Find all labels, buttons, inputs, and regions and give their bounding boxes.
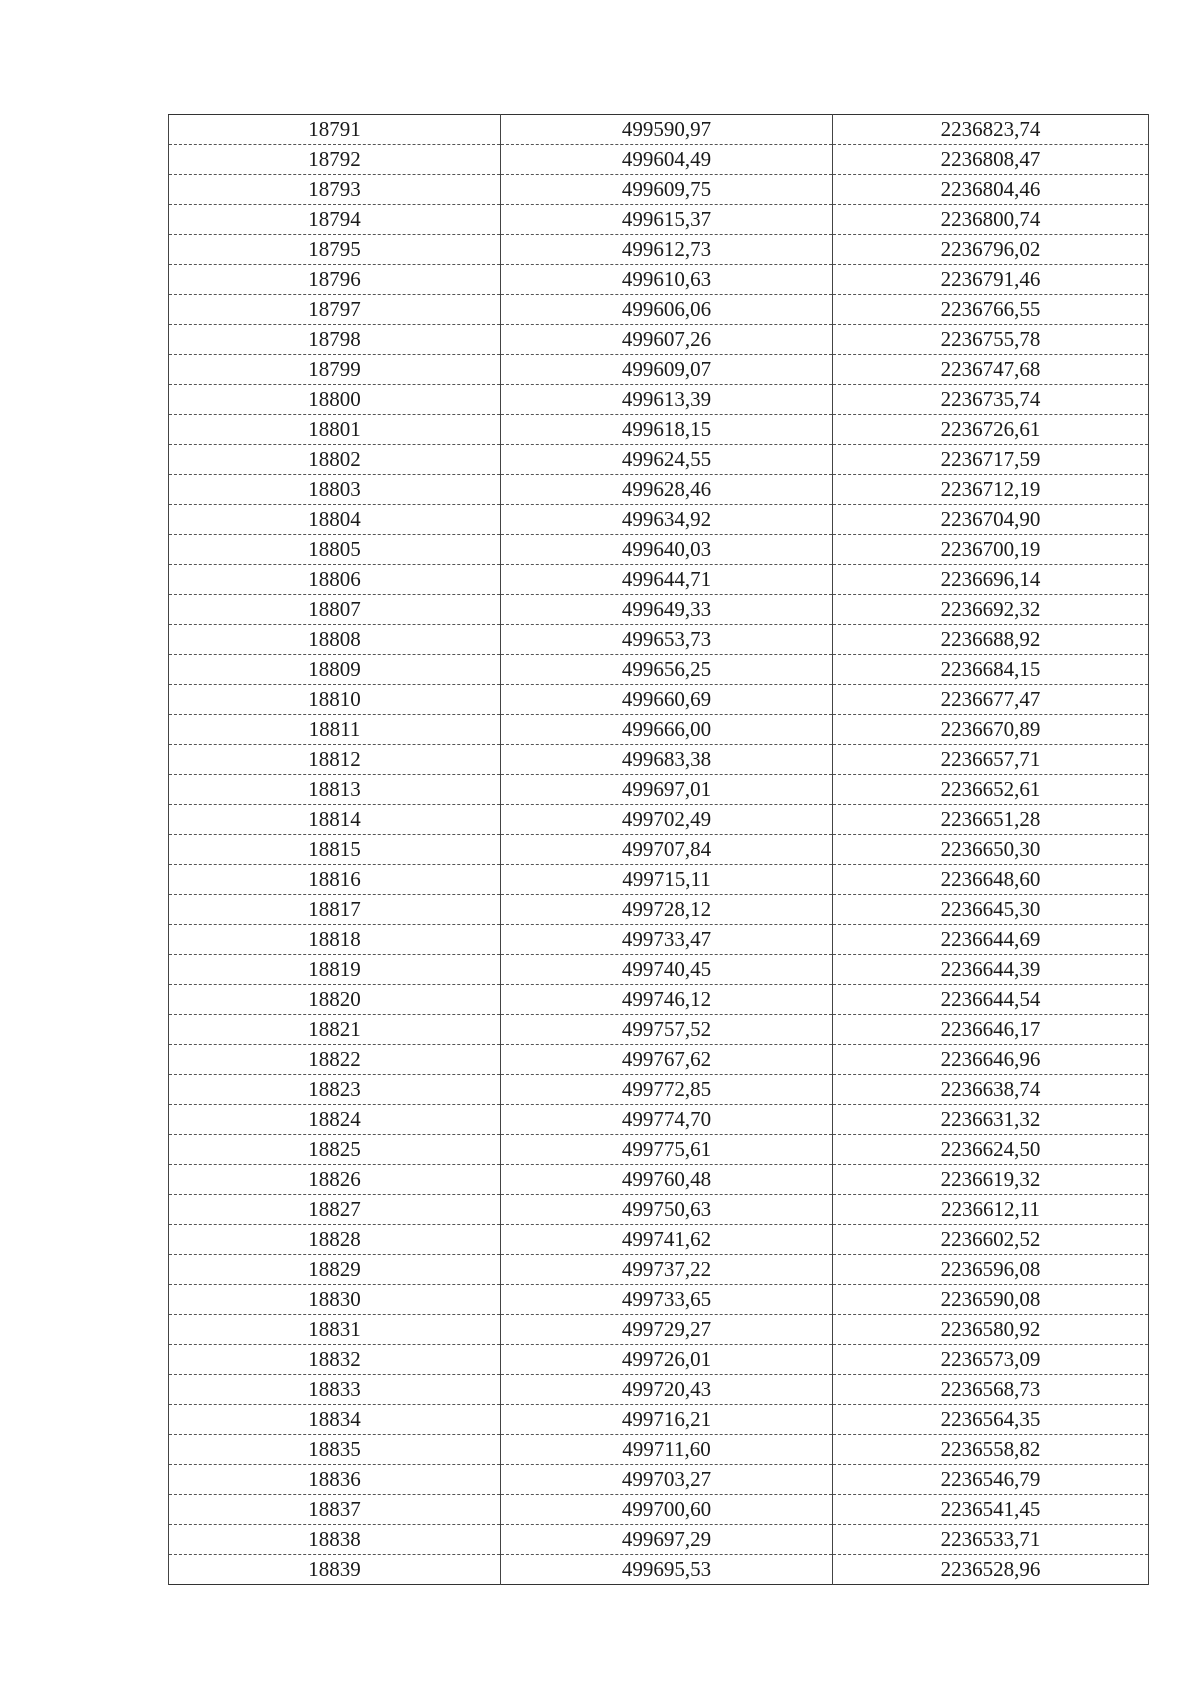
x-coordinate-cell: 499604,49 — [501, 145, 833, 175]
x-coordinate-cell: 499757,52 — [501, 1015, 833, 1045]
x-coordinate-cell: 499649,33 — [501, 595, 833, 625]
table-row — [169, 925, 1149, 955]
x-coordinate-cell: 499609,75 — [501, 175, 833, 205]
point-number-cell: 18791 — [169, 115, 501, 145]
table-row — [169, 745, 1149, 775]
point-number-cell: 18802 — [169, 445, 501, 475]
y-coordinate-cell: 2236652,61 — [833, 775, 1149, 805]
x-coordinate-cell: 499700,60 — [501, 1495, 833, 1525]
y-coordinate-cell: 2236700,19 — [833, 535, 1149, 565]
table-row — [169, 655, 1149, 685]
x-coordinate-cell: 499772,85 — [501, 1075, 833, 1105]
x-coordinate-cell: 499660,69 — [501, 685, 833, 715]
point-number-cell: 18814 — [169, 805, 501, 835]
y-coordinate-cell: 2236644,54 — [833, 985, 1149, 1015]
point-number-cell: 18822 — [169, 1045, 501, 1075]
y-coordinate-cell: 2236704,90 — [833, 505, 1149, 535]
table-row — [169, 955, 1149, 985]
table-row — [169, 1075, 1149, 1105]
x-coordinate-cell: 499760,48 — [501, 1165, 833, 1195]
y-coordinate-cell: 2236644,69 — [833, 925, 1149, 955]
y-coordinate-cell: 2236602,52 — [833, 1225, 1149, 1255]
table-row — [169, 385, 1149, 415]
y-coordinate-cell: 2236670,89 — [833, 715, 1149, 745]
y-coordinate-cell: 2236580,92 — [833, 1315, 1149, 1345]
y-coordinate-cell: 2236651,28 — [833, 805, 1149, 835]
point-number-cell: 18811 — [169, 715, 501, 745]
table-row — [169, 1465, 1149, 1495]
y-coordinate-cell: 2236648,60 — [833, 865, 1149, 895]
point-number-cell: 18810 — [169, 685, 501, 715]
y-coordinate-cell: 2236688,92 — [833, 625, 1149, 655]
point-number-cell: 18806 — [169, 565, 501, 595]
y-coordinate-cell: 2236650,30 — [833, 835, 1149, 865]
table-row — [169, 535, 1149, 565]
table-row — [169, 715, 1149, 745]
x-coordinate-cell: 499726,01 — [501, 1345, 833, 1375]
table-row — [169, 1195, 1149, 1225]
x-coordinate-cell: 499640,03 — [501, 535, 833, 565]
y-coordinate-cell: 2236638,74 — [833, 1075, 1149, 1105]
x-coordinate-cell: 499613,39 — [501, 385, 833, 415]
x-coordinate-cell: 499697,29 — [501, 1525, 833, 1555]
y-coordinate-cell: 2236631,32 — [833, 1105, 1149, 1135]
point-number-cell: 18817 — [169, 895, 501, 925]
table-row — [169, 115, 1149, 145]
x-coordinate-cell: 499618,15 — [501, 415, 833, 445]
y-coordinate-cell: 2236755,78 — [833, 325, 1149, 355]
point-number-cell: 18804 — [169, 505, 501, 535]
table-row — [169, 1105, 1149, 1135]
x-coordinate-cell: 499666,00 — [501, 715, 833, 745]
point-number-cell: 18824 — [169, 1105, 501, 1135]
x-coordinate-cell: 499728,12 — [501, 895, 833, 925]
x-coordinate-cell: 499634,92 — [501, 505, 833, 535]
x-coordinate-cell: 499644,71 — [501, 565, 833, 595]
point-number-cell: 18809 — [169, 655, 501, 685]
table-row — [169, 475, 1149, 505]
point-number-cell: 18792 — [169, 145, 501, 175]
y-coordinate-cell: 2236747,68 — [833, 355, 1149, 385]
point-number-cell: 18834 — [169, 1405, 501, 1435]
point-number-cell: 18795 — [169, 235, 501, 265]
point-number-cell: 18799 — [169, 355, 501, 385]
table-row — [169, 985, 1149, 1015]
x-coordinate-cell: 499740,45 — [501, 955, 833, 985]
point-number-cell: 18796 — [169, 265, 501, 295]
x-coordinate-cell: 499697,01 — [501, 775, 833, 805]
y-coordinate-cell: 2236533,71 — [833, 1525, 1149, 1555]
table-row — [169, 625, 1149, 655]
point-number-cell: 18829 — [169, 1255, 501, 1285]
table-row — [169, 1525, 1149, 1555]
y-coordinate-cell: 2236796,02 — [833, 235, 1149, 265]
point-number-cell: 18815 — [169, 835, 501, 865]
x-coordinate-cell: 499746,12 — [501, 985, 833, 1015]
y-coordinate-cell: 2236573,09 — [833, 1345, 1149, 1375]
table-row — [169, 1555, 1149, 1585]
y-coordinate-cell: 2236823,74 — [833, 115, 1149, 145]
table-row — [169, 1375, 1149, 1405]
y-coordinate-cell: 2236804,46 — [833, 175, 1149, 205]
table-row — [169, 265, 1149, 295]
point-number-cell: 18831 — [169, 1315, 501, 1345]
y-coordinate-cell: 2236696,14 — [833, 565, 1149, 595]
x-coordinate-cell: 499624,55 — [501, 445, 833, 475]
point-number-cell: 18826 — [169, 1165, 501, 1195]
x-coordinate-cell: 499703,27 — [501, 1465, 833, 1495]
point-number-cell: 18830 — [169, 1285, 501, 1315]
table-row — [169, 295, 1149, 325]
x-coordinate-cell: 499741,62 — [501, 1225, 833, 1255]
point-number-cell: 18798 — [169, 325, 501, 355]
table-row — [169, 1345, 1149, 1375]
point-number-cell: 18839 — [169, 1555, 501, 1585]
point-number-cell: 18823 — [169, 1075, 501, 1105]
table-row — [169, 835, 1149, 865]
x-coordinate-cell: 499702,49 — [501, 805, 833, 835]
point-number-cell: 18835 — [169, 1435, 501, 1465]
x-coordinate-cell: 499615,37 — [501, 205, 833, 235]
point-number-cell: 18821 — [169, 1015, 501, 1045]
x-coordinate-cell: 499715,11 — [501, 865, 833, 895]
point-number-cell: 18836 — [169, 1465, 501, 1495]
x-coordinate-cell: 499590,97 — [501, 115, 833, 145]
y-coordinate-cell: 2236657,71 — [833, 745, 1149, 775]
table-row — [169, 235, 1149, 265]
point-number-cell: 18816 — [169, 865, 501, 895]
x-coordinate-cell: 499695,53 — [501, 1555, 833, 1585]
y-coordinate-cell: 2236717,59 — [833, 445, 1149, 475]
point-number-cell: 18820 — [169, 985, 501, 1015]
y-coordinate-cell: 2236808,47 — [833, 145, 1149, 175]
point-number-cell: 18807 — [169, 595, 501, 625]
x-coordinate-cell: 499729,27 — [501, 1315, 833, 1345]
x-coordinate-cell: 499733,65 — [501, 1285, 833, 1315]
y-coordinate-cell: 2236619,32 — [833, 1165, 1149, 1195]
x-coordinate-cell: 499656,25 — [501, 655, 833, 685]
table-row — [169, 1225, 1149, 1255]
x-coordinate-cell: 499720,43 — [501, 1375, 833, 1405]
y-coordinate-cell: 2236684,15 — [833, 655, 1149, 685]
y-coordinate-cell: 2236646,17 — [833, 1015, 1149, 1045]
x-coordinate-cell: 499737,22 — [501, 1255, 833, 1285]
x-coordinate-cell: 499612,73 — [501, 235, 833, 265]
x-coordinate-cell: 499607,26 — [501, 325, 833, 355]
table-row — [169, 1435, 1149, 1465]
x-coordinate-cell: 499707,84 — [501, 835, 833, 865]
x-coordinate-cell: 499767,62 — [501, 1045, 833, 1075]
point-number-cell: 18818 — [169, 925, 501, 955]
table-row — [169, 175, 1149, 205]
y-coordinate-cell: 2236646,96 — [833, 1045, 1149, 1075]
y-coordinate-cell: 2236800,74 — [833, 205, 1149, 235]
y-coordinate-cell: 2236590,08 — [833, 1285, 1149, 1315]
point-number-cell: 18800 — [169, 385, 501, 415]
table-row — [169, 505, 1149, 535]
x-coordinate-cell: 499775,61 — [501, 1135, 833, 1165]
table-row — [169, 1165, 1149, 1195]
point-number-cell: 18828 — [169, 1225, 501, 1255]
point-number-cell: 18837 — [169, 1495, 501, 1525]
y-coordinate-cell: 2236624,50 — [833, 1135, 1149, 1165]
table-row — [169, 1495, 1149, 1525]
y-coordinate-cell: 2236564,35 — [833, 1405, 1149, 1435]
y-coordinate-cell: 2236568,73 — [833, 1375, 1149, 1405]
coordinates-table-body — [169, 115, 1149, 1585]
point-number-cell: 18833 — [169, 1375, 501, 1405]
table-row — [169, 1255, 1149, 1285]
point-number-cell: 18838 — [169, 1525, 501, 1555]
table-row — [169, 1135, 1149, 1165]
y-coordinate-cell: 2236528,96 — [833, 1555, 1149, 1585]
x-coordinate-cell: 499733,47 — [501, 925, 833, 955]
point-number-cell: 18812 — [169, 745, 501, 775]
x-coordinate-cell: 499683,38 — [501, 745, 833, 775]
x-coordinate-cell: 499609,07 — [501, 355, 833, 385]
x-coordinate-cell: 499750,63 — [501, 1195, 833, 1225]
table-row — [169, 775, 1149, 805]
table-row — [169, 805, 1149, 835]
y-coordinate-cell: 2236644,39 — [833, 955, 1149, 985]
point-number-cell: 18805 — [169, 535, 501, 565]
point-number-cell: 18827 — [169, 1195, 501, 1225]
table-row — [169, 1045, 1149, 1075]
x-coordinate-cell: 499628,46 — [501, 475, 833, 505]
point-number-cell: 18801 — [169, 415, 501, 445]
point-number-cell: 18793 — [169, 175, 501, 205]
x-coordinate-cell: 499610,63 — [501, 265, 833, 295]
y-coordinate-cell: 2236726,61 — [833, 415, 1149, 445]
table-row — [169, 1285, 1149, 1315]
table-row — [169, 445, 1149, 475]
x-coordinate-cell: 499716,21 — [501, 1405, 833, 1435]
x-coordinate-cell: 499653,73 — [501, 625, 833, 655]
x-coordinate-cell: 499711,60 — [501, 1435, 833, 1465]
table-row — [169, 1015, 1149, 1045]
coordinates-table — [168, 114, 1149, 1585]
y-coordinate-cell: 2236712,19 — [833, 475, 1149, 505]
point-number-cell: 18813 — [169, 775, 501, 805]
y-coordinate-cell: 2236735,74 — [833, 385, 1149, 415]
point-number-cell: 18808 — [169, 625, 501, 655]
table-row — [169, 595, 1149, 625]
y-coordinate-cell: 2236677,47 — [833, 685, 1149, 715]
table-row — [169, 1315, 1149, 1345]
point-number-cell: 18803 — [169, 475, 501, 505]
y-coordinate-cell: 2236791,46 — [833, 265, 1149, 295]
point-number-cell: 18819 — [169, 955, 501, 985]
point-number-cell: 18797 — [169, 295, 501, 325]
y-coordinate-cell: 2236541,45 — [833, 1495, 1149, 1525]
y-coordinate-cell: 2236766,55 — [833, 295, 1149, 325]
y-coordinate-cell: 2236692,32 — [833, 595, 1149, 625]
x-coordinate-cell: 499774,70 — [501, 1105, 833, 1135]
table-row — [169, 415, 1149, 445]
table-row — [169, 325, 1149, 355]
point-number-cell: 18825 — [169, 1135, 501, 1165]
x-coordinate-cell: 499606,06 — [501, 295, 833, 325]
y-coordinate-cell: 2236645,30 — [833, 895, 1149, 925]
y-coordinate-cell: 2236596,08 — [833, 1255, 1149, 1285]
table-row — [169, 355, 1149, 385]
table-row — [169, 1405, 1149, 1435]
y-coordinate-cell: 2236612,11 — [833, 1195, 1149, 1225]
table-row — [169, 205, 1149, 235]
point-number-cell: 18832 — [169, 1345, 501, 1375]
y-coordinate-cell: 2236546,79 — [833, 1465, 1149, 1495]
table-row — [169, 145, 1149, 175]
table-row — [169, 565, 1149, 595]
table-row — [169, 865, 1149, 895]
table-row — [169, 685, 1149, 715]
point-number-cell: 18794 — [169, 205, 501, 235]
y-coordinate-cell: 2236558,82 — [833, 1435, 1149, 1465]
table-row — [169, 895, 1149, 925]
